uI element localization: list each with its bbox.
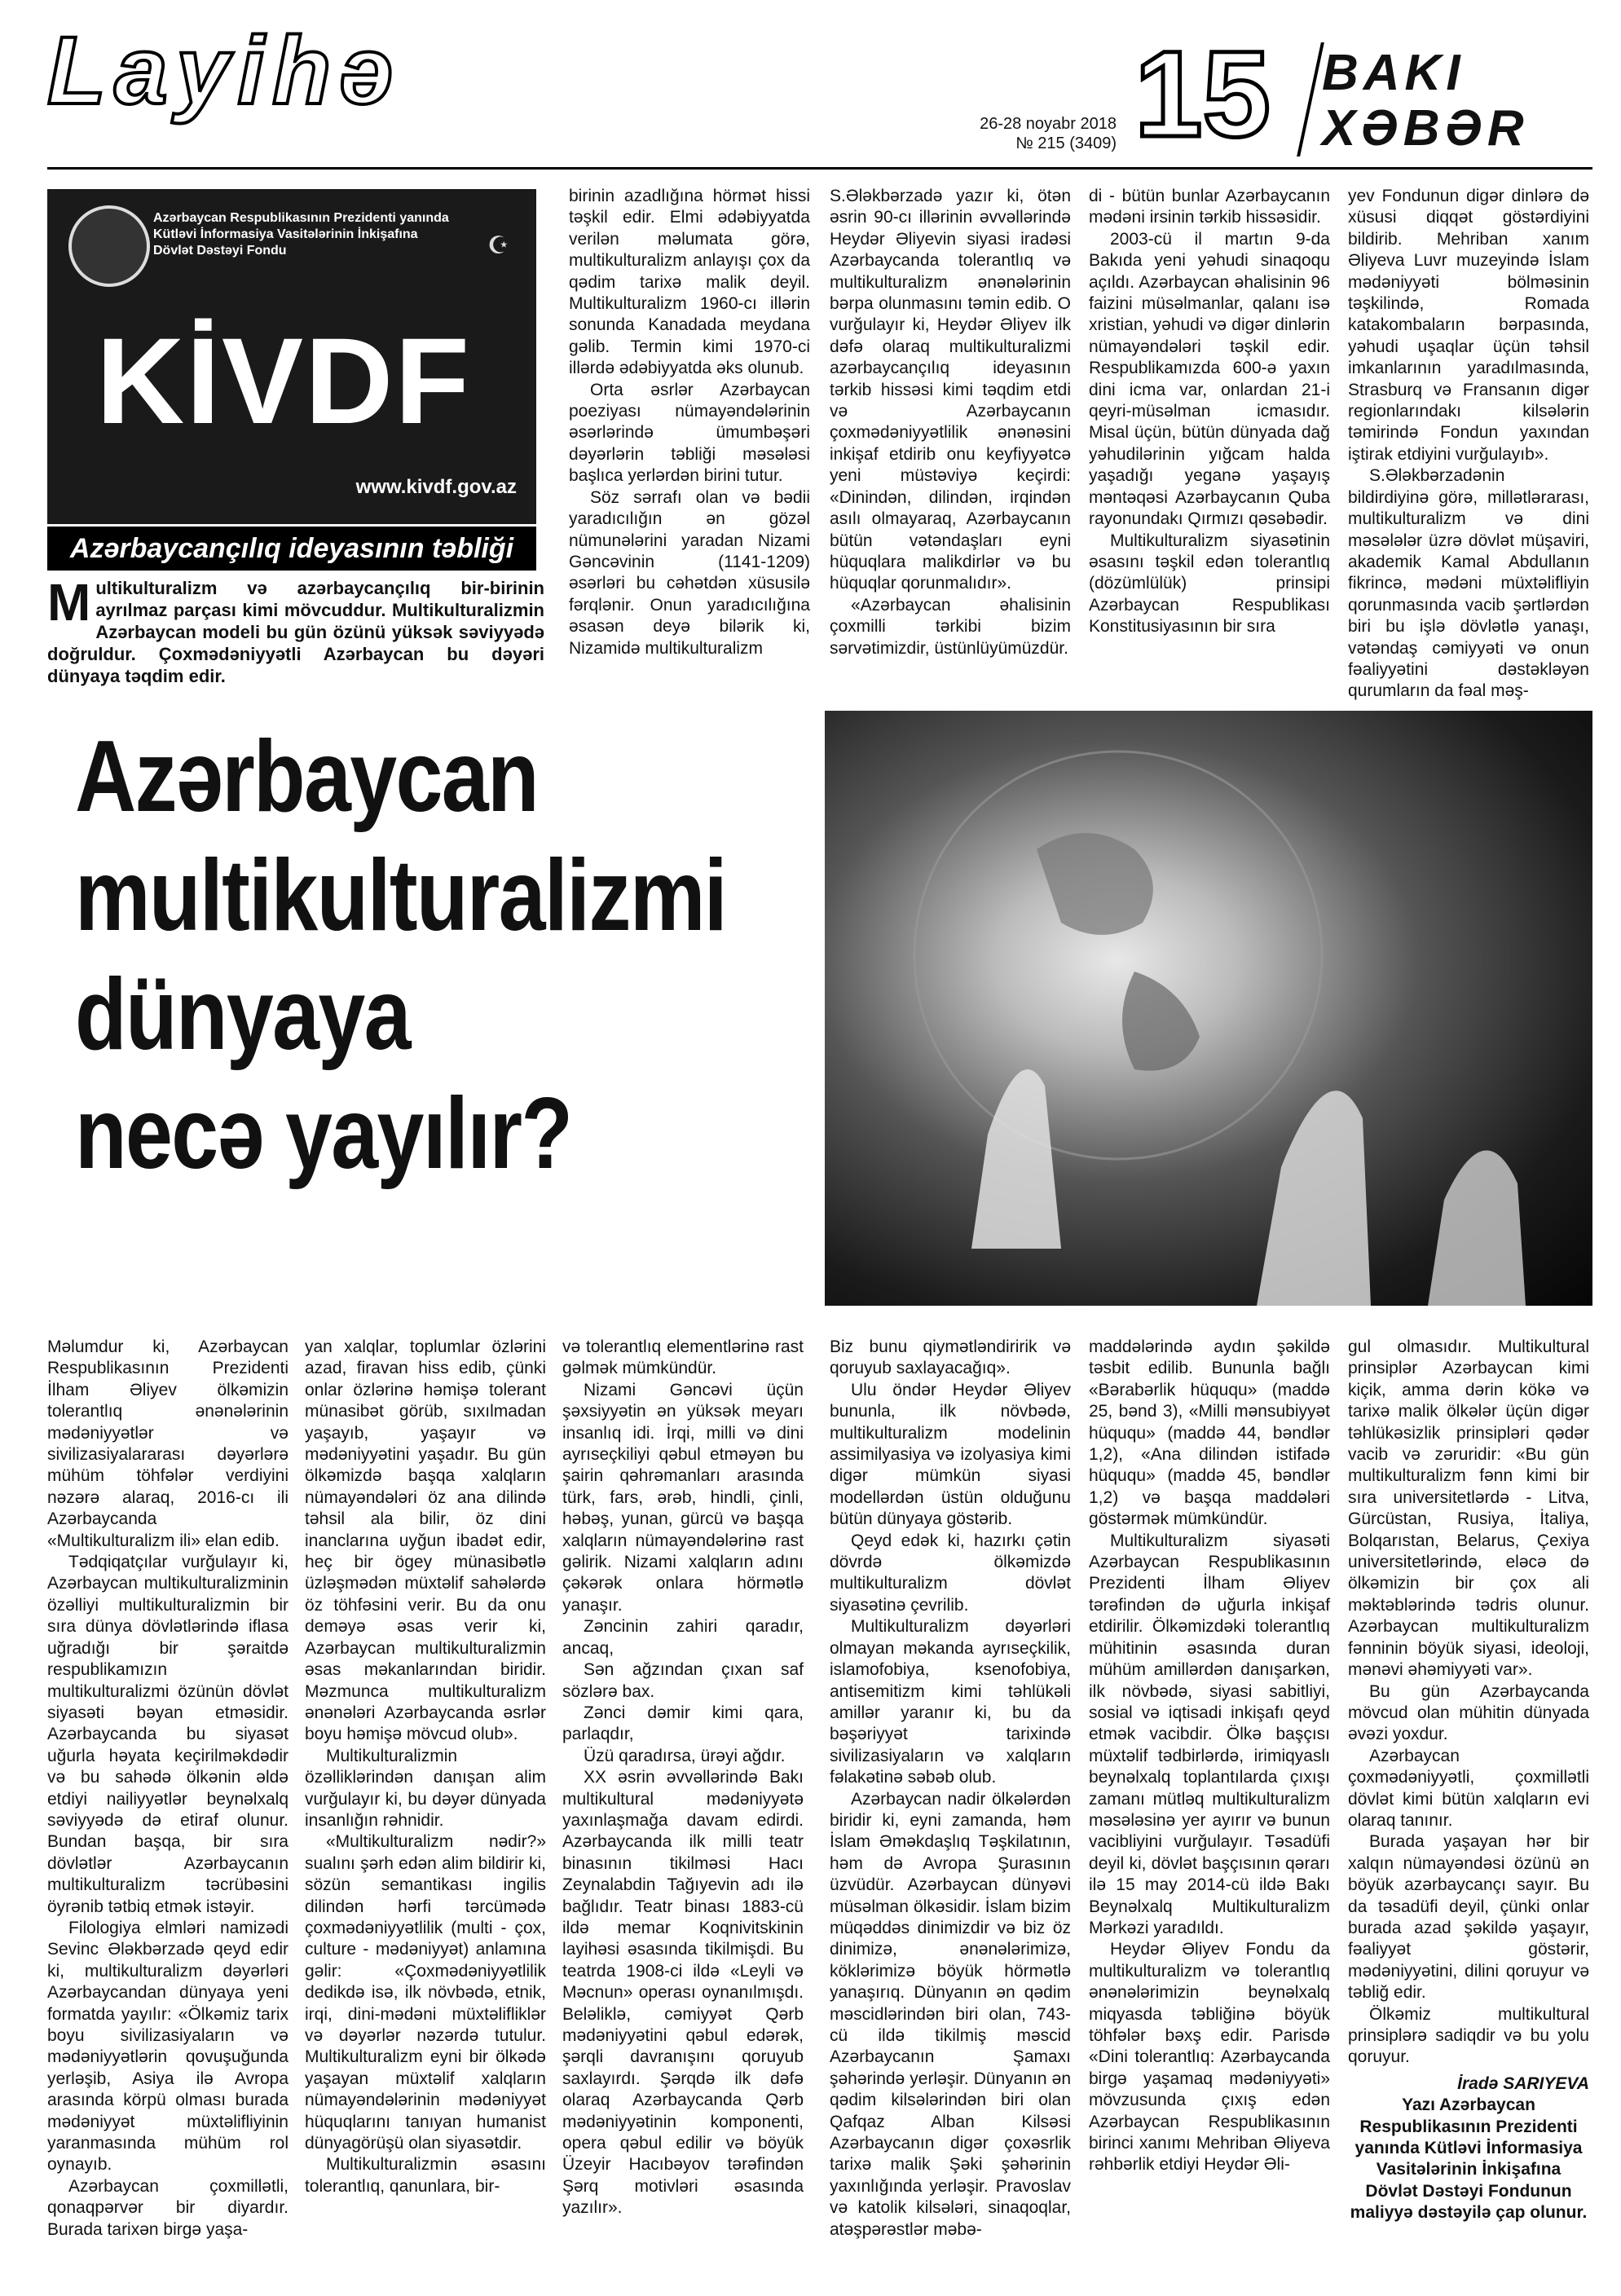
top-column-3 — [1089, 186, 1330, 691]
kivdf-logo: KİVDF — [96, 312, 471, 449]
headline-line2: multikulturalizmi — [75, 840, 727, 952]
paragraph: Orta əsrlər Azərbaycan poeziyası nümayəndələrinin əsərlərində ümumbəşəri dəyərlərin təbliği məsələsi başlıca yerlərdən birini tutur. — [569, 380, 810, 486]
funding-credit: Yazı Azərbaycan Respublikasının Prezidenti yanında Kütləvi İnformasiya Vasitələrinin İnkişafına Dövlət Dəstəyi Fondunun maliyyə dəstəyilə çap olunur. — [1350, 2095, 1588, 2223]
flag-icon: ☪ — [487, 232, 509, 259]
headline-line3: dünyaya — [75, 959, 410, 1071]
paragraph: Filologiya elmləri namizədi Sevinc Ələkbərzadə qeyd edir ki, multikulturalizm dəyərləri Azərbaycandan dünyaya yeni formatda yayılır: «Ölkəmiz tarix boyu sivilizasiyaların və mədəniyyətlərin qovuşuğunda yerləşib, Asiya ilə Avropa arasında körpü olması burada mədəniyyət müxtəlifliyinin yaranmasında mühüm rol oynayıb. — [47, 1918, 289, 2175]
section-title: Layihə — [47, 17, 401, 125]
paragraph: S.Ələkbərzadə yazır ki, ötən əsrin 90-cı illərinin əvvəllərində Heydər Əliyevin siyasi iradəsi Azərbaycanda tolerantlıq və multikulturalizm ənənələrinin bərpa olunmasını təmin edib. O vurğulayır ki, Heydər Əliyev ilk dəfə olaraq multikulturalizmi azərbaycançılıq ideyasının tərkib hissəsi kimi təqdim etdi və Azərbaycanın çoxmədəniyyətlilik ənənəsini inkişaf etdirib onu keyfiyyətcə yeni müstəviyə keçirdi: «Dinindən, dilindən, irqindən asılı olmayaraq, Azərbaycanın bütün vətəndaşları eyni hüquqlara malikdirlər və bu hüquqlar qorunmalıdır». — [830, 187, 1071, 593]
headline-line4: necə yayılır? — [75, 1077, 572, 1190]
paragraph: Biz bunu qiymətləndiririk və qoruyub saxlayacağıq». — [830, 1337, 1071, 1378]
kivdf-org-line2: Kütləvi İnformasiya Vasitələrinin İnkişafına — [153, 227, 418, 241]
top-column-2 — [830, 186, 1071, 691]
paragraph: XX əsrin əvvəllərində Bakı multikultural mədəniyyətə yaxınlaşmağa davam edirdi. Azərbaycanda ilk milli teatr binasının tikilməsi Hacı Zeynalabdin Tağıyevin adı ilə bağlıdır. Teatr binası 1883-cü ildə memar Koqnivitskinin layihəsi əsasında tikilmişdi. Bu teatrda 1908-ci ildə «Leyli və Məcnun» operası oynanılmışdı. Beləliklə, cəmiyyət Qərb mədəniyyətini qəbul edərək, şərqli davranışını qoruyub saxlayırdı. Şərqdə ilk dəfə olaraq Azərbaycanda Qərb mədəniyyətinin komponenti, opera qəbul edilir və böyük Üzeyir Hacıbəyov tərəfindən Şərq motivləri əsasında yazılır». — [562, 1768, 804, 2218]
paragraph: və tolerantlıq elementlərinə rast gəlmək mümkündür. — [562, 1337, 804, 1378]
hand-shape — [971, 1069, 1061, 1249]
top-column-4 — [1348, 186, 1589, 701]
paragraph: Heydər Əliyev Fondu da multikulturalizm və tolerantlıq ənənələrimizin beynəlxalq miqyasda təbliğinə böyük töhfələr bəxş edir. Parisdə «Dini tolerantlıq: Azərbaycanda birgə yaşamaq mədəniyyəti» mövzusunda çıxış edən Azərbaycan Respublikasının birinci xanımı Mehriban Əliyeva rəhbərlik etdiyi Heydər Əli- — [1089, 1940, 1330, 2175]
headline-line1: Azərbaycan — [75, 721, 538, 833]
paragraph: Multikulturalizm siyasəti Azərbaycan Respublikasının Prezidenti İlham Əliyev tərəfindən də uğurla inkişaf etdirilir. Ölkəmizdəki tolerantlıq mühitinin əsasında duran mühüm amillərdən danışarkən, ilk növbədə, siyasi sabitliyi, sosial və iqtisadi inkişafı qeyd etmək vacibdir. Ölkə başçısı müxtəlif tədbirlərdə, irimiqyaslı beynəlxalq toplantılarda çıxışı zamanı mütləq multikulturalizm məsələsinə yer ayırır və bunun vacibliyini vurğulayır. Təsadüfi deyil ki, dövlət başçısının qərarı ilə 15 may 2014-cü ildə Bakı Beynəlxalq Multikulturalizm Mərkəzi yaradıldı. — [1089, 1531, 1330, 1937]
headline — [75, 717, 862, 1193]
kivdf-ad-box — [47, 189, 536, 571]
paragraph: S.Ələkbərzadənin bildirdiyinə görə, millətlərarası, multikulturalizm və dini məsələlər üzrə dövlət müşaviri, akademik Kamal Abdullanın fikrincə, mədəni müxtəlifliyin qorunmasında vacib şərtlərdən biri bu işlə dövlətlə yanaşı, vətəndaş cəmiyyəti və onun fəaliyyətini dəstəkləyən qurumların da fəal məş- — [1348, 466, 1589, 701]
paragraph: yan xalqlar, toplumlar özlərini azad, firavan hiss edib, çünki onlar özlərinə həmişə tolerant münasibət görüb, sıxılmadan yaşayıb, yaşayır və mədəniyyətini yaşadır. Bu gün ölkəmizdə başqa xalqların nümayəndələri öz ana dilində təhsil ala bilir, öz dini inanclarına uyğun ibadət edir, heç bir ögey münasibətlə üzləşmədən müxtəlif sahələrdə öz töhfəsini verir. Bu da onu deməyə əsas verir ki, Azərbaycan multikulturalizmin əsas məkanlarından biridir. Məzmunca multikulturalizm ənənələri Azərbaycanda əsrlər boyu həmişə mövcud olub». — [305, 1337, 546, 1744]
lead-text: ultikulturalizm və azərbaycançılıq bir-birinin ayrılmaz parçası kimi mövcuddur. Multikulturalizmin Azərbaycan modeli bu gün özünü yüksək səviyyədə doğruldur. Çoxmədəniyyətli Azərbaycan bu dəyəri dünyaya təqdim edir. — [47, 578, 544, 686]
globe-shape — [914, 751, 1322, 1159]
bottom-column-5 — [1089, 1337, 1330, 2250]
paragraph: Azərbaycan nadir ölkələrdən biridir ki, eyni zamanda, həm İslam Əməkdaşlıq Təşkilatının, həm də Avropa Şurasının üzvüdür. Azərbaycan dünyəvi müsəlman ölkəsidir. İslam bizim müqəddəs dinimizdir və biz öz dinimizə, ənənələrimizə, köklərimizə böyük hörmətlə yanaşırıq. Dünyanın ən qədim məscidlərindən biri olan, 743-cü ildə tikilmiş məscid Azərbaycanın Şamaxı şəhərində yerləşir. Dünyanın ən qədim kilsələrindən biri olan Qafqaz Alban Kilsəsi Azərbaycanın digər çoxəsrlik tarixə malik Şəki şəhərinin yaxınlığında yerləşir. Pravoslav və katolik kilsələri, sinaqoqlar, atəşpərəstlər məbə- — [830, 1789, 1071, 2239]
paragraph: Burada yaşayan hər bir xalqın nümayəndəsi özünü ən böyük azərbaycançı sayır. Bu da təsadüfi deyil, çünki onlar burada azad şəkildə yaşayır, fəaliyyət göstərir, mədəniyyətini, dilini qoruyur və təbliğ edir. — [1348, 1832, 1589, 2003]
top-column-1 — [569, 186, 810, 675]
paragraph: Multikulturalizm siyasətinin əsasını təşkil edən tolerantlıq (dözümlülük) prinsipi Azərbaycan Respublikası Konstitusiyasının bir sıra — [1089, 531, 1330, 637]
hand-shape — [1428, 1151, 1526, 1307]
verse-line: Zənci dəmir kimi qara, parlaqdır, — [562, 1703, 804, 1744]
paragraph: «Multikulturalizm nədir?» sualını şərh edən alim bildirir ki, sözün semantikası ingilis dilindən hərfi tərcümədə çoxmədəniyyətlilik (multi - çox, culture - mədəniyyət) anlamına gəlir: «Çoxmədəniyyətlilik dedikdə isə, ilk növbədə, etnik, irqi, dini-mədəni müxtəlifliklər və dəyərlər nəzərdə tutulur. Multikulturalizm eyni bir ölkədə yaşayan müxtəlif xalqların nümayəndələrinin mədəniyyət hüquqlarını tanıyan humanist dünyagörüşü olan siyasətdir. — [305, 1832, 546, 2153]
paragraph: Azərbaycan çoxmillətli, qonaqpərvər bir diyardır. Burada tarixən birgə yaşa- — [47, 2176, 289, 2239]
paragraph: Tədqiqatçılar vurğulayır ki, Azərbaycan multikulturalizminin özəlliyi multikulturalizmin bir sıra dünya dövlətlərində iflasa uğradığı bir şəraitdə respublikamızın multikulturalizmi özünün dövlət siyasəti bəyan etməsidir. Azərbaycanda bu siyasət uğurla həyata keçirilməkdədir və bu sahədə ölkənin əldə etdiyi nailiyyətlər beynəlxalq səviyyədə də etiraf olunur. Bundan başqa, bir sıra dövlətlər Azərbaycanın multikulturalizm təcrübəsini öyrənib tətbiq etmək istəyir. — [47, 1553, 289, 1916]
verse-line: Üzü qaradırsa, ürəyi ağdır. — [584, 1746, 786, 1765]
paragraph: maddələrində aydın şəkildə təsbit edilib. Bununla bağlı «Bərabərlik hüququ» (maddə 25, bənd 3), «Milli mənsubiyyət hüququ» (maddə 44, bəndlər 1,2), «Ana dilindən istifadə hüququ» (maddə 45, bəndlər 1,2) və başqa maddələri göstərmək mümkündür. — [1089, 1337, 1330, 1529]
paragraph: Məlumdur ki, Azərbaycan Respublikasının Prezidenti İlham Əliyev ölkəmizin tolerantlıq ənənələrinin mədəniyyətlər və sivilizasiyalararası dəyərlərə mühüm töhfələr verdiyini nəzərə alaraq, 2016-cı ili Azərbaycanda «Multikulturalizm ili» elan edib. — [47, 1337, 289, 1550]
paragraph: Ölkəmiz multikultural prinsiplərə sadiqdir və bu yolu qoruyur. — [1348, 2004, 1589, 2067]
header-rule — [47, 167, 1592, 170]
lead-paragraph — [47, 573, 544, 687]
brand-line2: XƏBƏR — [1322, 100, 1529, 156]
author-signature: İradə SARIYEVA — [1457, 2073, 1589, 2093]
bottom-column-3 — [562, 1337, 804, 2250]
issue-date: 26-28 noyabr 2018 — [980, 115, 1117, 133]
paragraph: Söz sərrafı olan və bədii yaradıcılığın ən gözəl nümunələrini yaradan Nizami Gəncəvinin (1141-1209) əsərləri bu cəhətdən xüsusilə fərqlənir. Onun yaradıcılığına əsasən deyə bilərik ki, Nizamidə multikulturalizm — [569, 487, 810, 658]
bottom-column-6 — [1348, 1337, 1589, 2274]
bottom-column-1 — [47, 1337, 289, 2250]
emblem-icon — [68, 205, 150, 287]
issue-number: № 215 (3409) — [1015, 134, 1117, 152]
brand-line1: BAKI — [1322, 45, 1465, 101]
lead-dropcap: M — [47, 573, 91, 632]
continent-shape — [1122, 972, 1200, 1071]
paragraph: yev Fondunun digər dinlərə də xüsusi diqqət göstərdiyini bildirib. Mehriban xanım Əliyeva Luvr muzeyində İslam mədəniyyəti bölməsinin təşkilində, Romada katakombaların bərpasında, yəhudi uşaqlar üçün təhsil imkanlarının yaradılmasında, Strasburq və Fransanın digər regionlarındakı kilsələrin təmirində Fondun yaxından iştirak etdiyini vurğulayıb». — [1348, 187, 1589, 464]
bottom-column-2 — [305, 1337, 546, 2250]
bottom-column-4 — [830, 1337, 1071, 2250]
paragraph: birinin azadlığına hörmət hissi təşkil edir. Elmi ədəbiyyatda verilən məlumata görə, multikulturalizm anlayışı çox da qədim tarixə malik deyil. Multikulturalizm 1960-cı illərin sonunda Kanadada meydana gəlib. Termin kimi 1970-ci illərdə ədəbiyyatda əks olunub. — [569, 187, 810, 378]
kivdf-banner: Azərbaycançılıq ideyasının təbliği — [47, 524, 536, 571]
continent-shape — [1037, 833, 1153, 935]
paragraph: Multikulturalizmin əsasını tolerantlıq, qanunlara, bir- — [305, 2155, 546, 2196]
paragraph: Multikulturalizm dəyərləri olmayan məkanda ayrıseçkilik, islamofobiya, ksenofobiya, antisemitizm kimi təhlükəli amillər yaranır ki, bu da bəşəriyyət tarixində sivilizasiyaların və xalqların fəlakətinə səbəb olub. — [830, 1617, 1071, 1787]
paragraph: Azərbaycan çoxmədəniyyətli, çoxmillətli dövlət kimi bütün xalqların evi olaraq tanınır. — [1348, 1746, 1589, 1830]
paragraph: Nizami Gəncəvi üçün şəxsiyyətin ən yüksək meyarı insanlıq idi. İrqi, milli və dini ayrıseçkiliyi qəbul etməyən bu şairin qəhrəmanları arasında türk, fars, ərəb, hindli, çinli, həbəş, yunan, gürcü və başqa xalqların nümayəndələrinə rast gəlirik. Nizami xalqların adını çəkərək onlara hörmətlə yanaşır. — [562, 1380, 804, 1615]
paragraph: 2003-cü il martın 9-da Bakıda yeni yəhudi sinaqoqu açıldı. Azərbaycan əhalisinin 96 faizini müsəlmanlar, qalanı isə xristian, yəhudi və digər dinlərin nümayəndələri təşkil edir. Respublikamızda 600-ə yaxın dini icma var, onlardan 21-i qeyri-müsəlman icmasıdır. Misal üçün, bütün dünyada dağ yəhudilərinin yığcam halda yaşadığı yeganə yaşayış məntəqəsi Azərbaycanın Quba rayonundakı Qırmızı qəsəbədir. — [1089, 229, 1330, 529]
verse-line: Sən ağzından çıxan saf sözlərə bax. — [562, 1660, 804, 1701]
globe-hands-illustration — [825, 711, 1592, 1306]
paragraph: Qeyd edək ki, hazırkı çətin dövrdə ölkəmizdə multikulturalizm dövlət siyasətinə çevrilib. — [830, 1531, 1071, 1615]
paragraph: Bu gün Azərbaycanda mövcud olan mühitin dünyada əvəzi yoxdur. — [1348, 1681, 1589, 1744]
paragraph: Zəncinin zahiri qaradır, ancaq, — [562, 1617, 804, 1658]
kivdf-org-line3: Dövlət Dəstəyi Fondu — [153, 244, 287, 258]
kivdf-url: www.kivdf.gov.az — [355, 476, 517, 498]
paragraph: gul olmasıdır. Multikultural prinsiplər Azərbaycan kimi kiçik, amma dərin kökə və tarixə malik ölkələr üçün digər təhlükəsizlik prinsipləri qədər vacib və zəruridir: «Bu gün multikulturalizm fənn kimi bir sıra universitetlərdə - Litva, Gürcüstan, Rusiya, İtaliya, Bolqarıstan, Belarus, Çexiya universitetlərində, eləcə də ölkəmizin bir çox ali məktəblərində tədris olunur. Azərbaycan multikulturalizm fənninin böyük siyasi, ideoloji, mənəvi əhəmiyyəti var». — [1348, 1337, 1589, 1680]
kivdf-org-line1: Azərbaycan Respublikasının Prezidenti yanında — [153, 211, 449, 225]
paragraph: di - bütün bunlar Azərbaycanın mədəni irsinin tərkib hissəsidir. — [1089, 187, 1330, 227]
paragraph: «Azərbaycan əhalisinin çoxmilli tərkibi bizim sərvətimizdir, üstünlüyümüzdür. — [830, 595, 1071, 658]
globe-hands-photo — [825, 711, 1592, 1306]
hand-shape — [1257, 1091, 1371, 1306]
header-divider — [1297, 42, 1324, 156]
paragraph: Multikulturalizmin özəlliklərindən danışan alim vurğulayır ki, bu dəyər dünyada insanlığın rəhnidir. — [305, 1746, 546, 1830]
page-number: 15 — [1134, 25, 1271, 162]
paragraph: Ulu öndər Heydər Əliyev bununla, ilk növbədə, multikulturalizm modelinin assimilyasiya və izolyasiya kimi digər mümkün siyasi modellərdən üstün olduğunu bütün dünyaya göstərib. — [830, 1380, 1071, 1529]
